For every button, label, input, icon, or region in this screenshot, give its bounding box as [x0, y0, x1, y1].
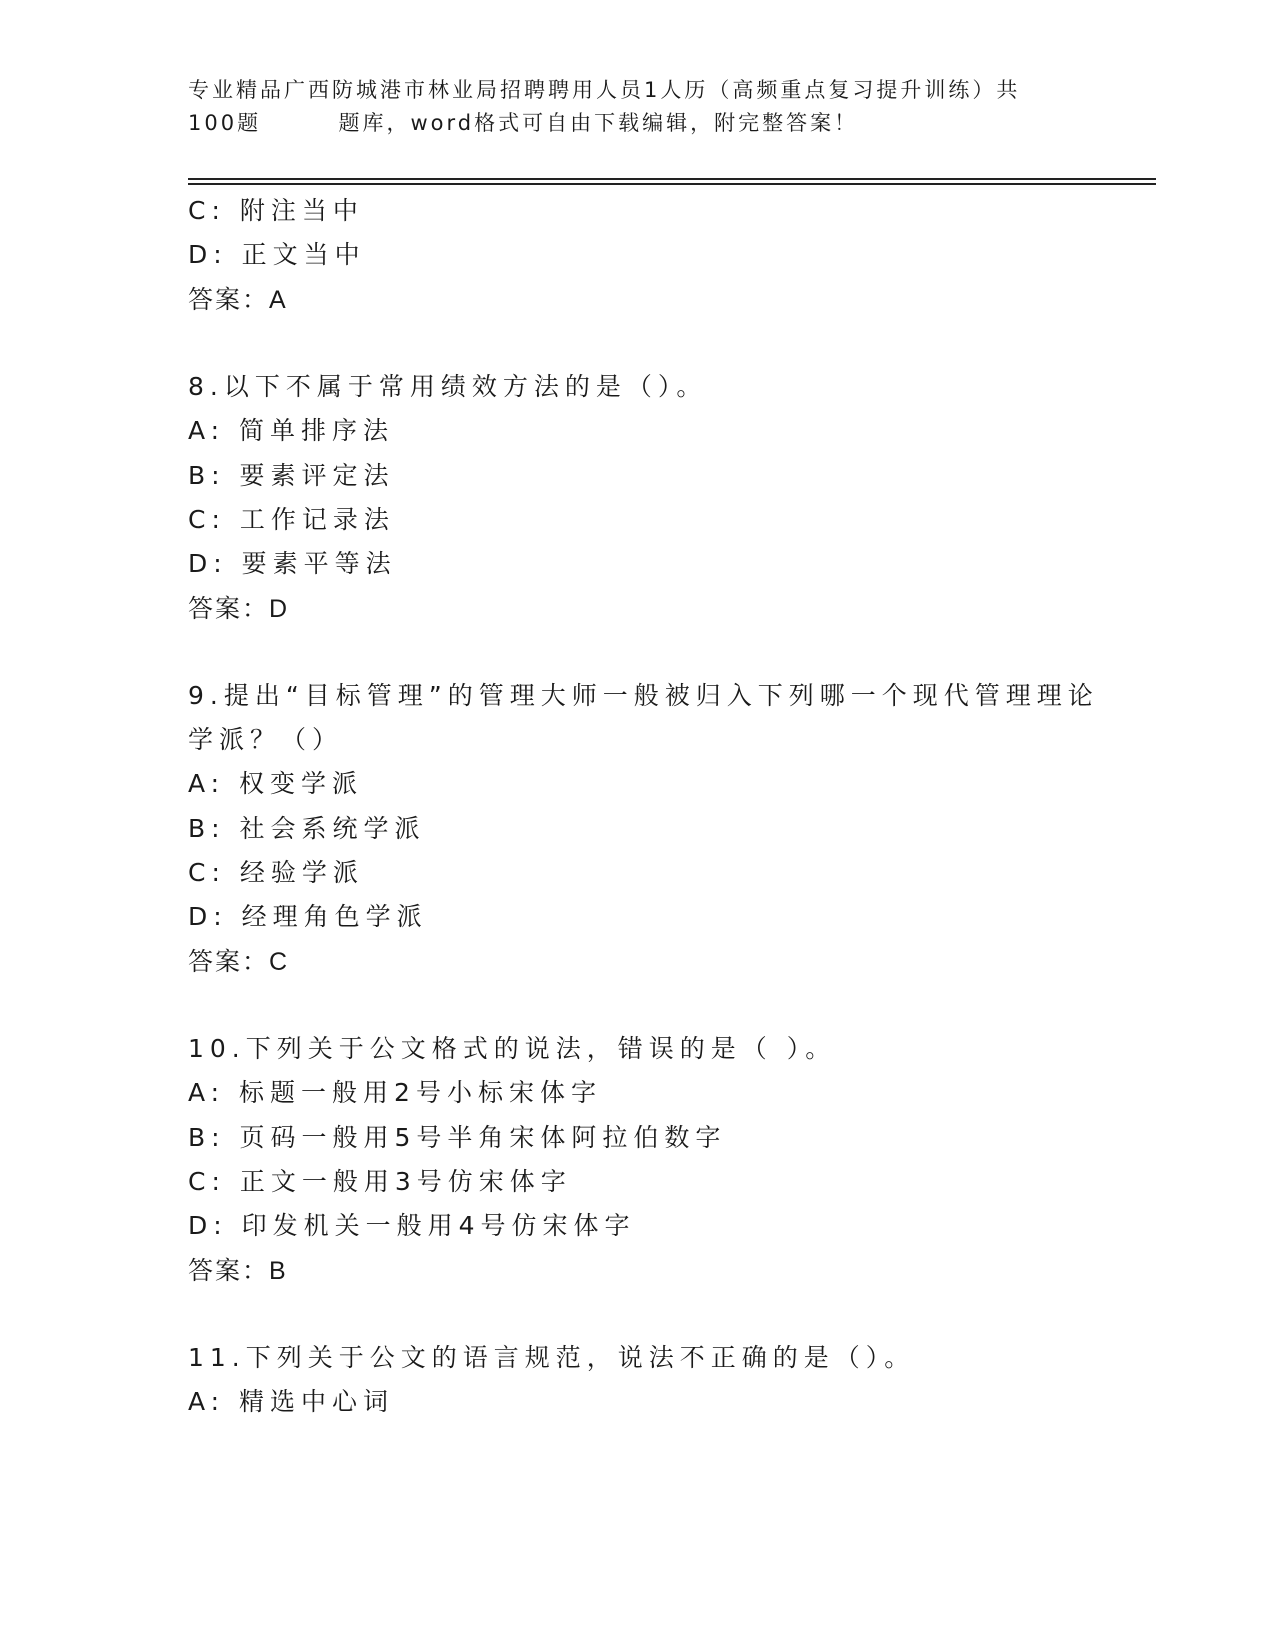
question-stem: 11.下列关于公文的语言规范，说法不正确的是（）。 — [188, 1343, 916, 1372]
document-header — [188, 74, 1088, 140]
header-line-1: 专业精品广西防城港市林业局招聘聘用人员1人历（高频重点复习提升训练）共 — [188, 78, 1021, 102]
option-d: D: 要素平等法 — [188, 549, 397, 578]
option-c: C: 工作记录法 — [188, 505, 395, 534]
option-c: C: 经验学派 — [188, 858, 364, 887]
option-b: B: 社会系统学派 — [188, 814, 426, 843]
question-stem: 10.下列关于公文格式的说法，错误的是（ ）。 — [188, 1034, 837, 1063]
option-c: C: 附注当中 — [188, 196, 364, 225]
option-d: D: 印发机关一般用4号仿宋体字 — [188, 1211, 636, 1240]
option-b: B: 页码一般用5号半角宋体阿拉伯数字 — [188, 1123, 727, 1152]
option-d: D: 正文当中 — [188, 240, 366, 269]
header-rule-top — [188, 178, 1156, 180]
option-a: A: 标题一般用2号小标宋体字 — [188, 1078, 602, 1107]
answer: 答案：C — [188, 948, 290, 976]
option-a: A: 简单排序法 — [188, 416, 395, 445]
header-line-2: 100题 题库，word格式可自由下载编辑，附完整答案！ — [188, 111, 859, 135]
answer: 答案：B — [188, 1257, 288, 1285]
option-a: A: 权变学派 — [188, 769, 364, 798]
option-b: B: 要素评定法 — [188, 461, 395, 490]
option-a: A: 精选中心词 — [188, 1387, 395, 1416]
question-stem: 8.以下不属于常用绩效方法的是（）。 — [188, 372, 708, 401]
question-stem: 9.提出“目标管理”的管理大师一般被归入下列哪一个现代管理理论 — [188, 681, 1099, 710]
answer: 答案：D — [188, 595, 290, 623]
question-stem-continued: 学派？（） — [188, 725, 344, 754]
header-rule-bottom — [188, 183, 1156, 185]
answer: 答案：A — [188, 286, 288, 314]
option-d: D: 经理角色学派 — [188, 902, 428, 931]
option-c: C: 正文一般用3号仿宋体字 — [188, 1167, 572, 1196]
